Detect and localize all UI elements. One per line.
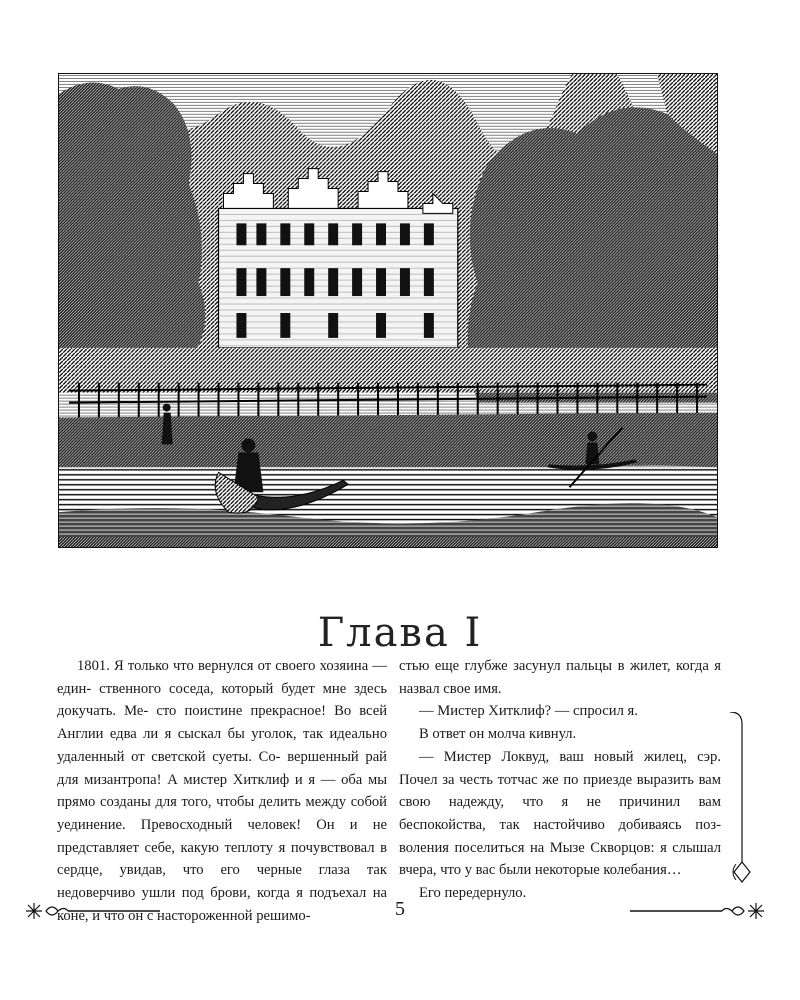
- text-line: я подъехал на коне, и что он с настороженной решимо-: [57, 885, 388, 924]
- page-number: 5: [395, 898, 405, 920]
- text-line: свое имя.: [443, 680, 502, 697]
- opening-paragraph: [57, 655, 387, 927]
- flourish-right-icon: [628, 896, 768, 926]
- text-line: себе, какую теплоту я почувствовал в сердце, увидав, что: [57, 839, 387, 879]
- text-line: у вас были некоторые колебания…: [464, 862, 682, 879]
- continued-paragraph: [399, 655, 721, 700]
- narration-nod: В ответ он молча кивнул.: [419, 726, 577, 743]
- text-line: причинил вам беспокойства, так настойчиво добиваясь поз-: [399, 794, 721, 833]
- text-line: его черные глаза так недоверчиво ушли под брови, когда: [57, 862, 387, 902]
- chapter-title: Глава I: [317, 609, 483, 656]
- text-line: вершенный рай для мизантропа! А мистер Хитклиф и я —: [57, 748, 387, 788]
- dialogue-lockwood: [399, 746, 721, 882]
- text-line: сто поистине прекрасное! Во всей Англии едва ли я сыскал: [57, 703, 388, 743]
- text-line: оба мы прямо созданы для того, чтобы делить между собой: [57, 771, 387, 811]
- dialogue-question: — Мистер Хитклиф? — спросил я.: [419, 703, 638, 720]
- text-line: 1801. Я только что вернулся от своего хозяина — един-: [57, 658, 387, 697]
- text-column-left: [57, 655, 387, 927]
- text-line: воления поселиться на Мызе Скворцов: я слышал вчера, что: [399, 839, 721, 879]
- text-line: тотчас же по приезде выразить вам свою надежду, что я не: [399, 771, 721, 811]
- text-line: уединение. Превосходный человек! Он и не представляет: [57, 816, 387, 856]
- corner-ornament-right-icon: [720, 712, 770, 892]
- text-line: бы уголок, так идеально удаленный от светской суеты. Со-: [57, 726, 387, 765]
- narration-shudder: Его передернуло.: [419, 885, 527, 902]
- text-line: стью еще глубже засунул пальцы в жилет, когда я назвал: [399, 658, 721, 697]
- page-footer: [0, 890, 800, 940]
- text-line: ственного соседа, который будет мне здесь докучать. Ме-: [57, 680, 387, 720]
- manor-engraving: [59, 74, 717, 547]
- text-column-right: [399, 655, 721, 905]
- chapter-illustration: [58, 73, 718, 548]
- text-line: — Мистер Локвуд, ваш новый жилец, сэр. Почел за честь: [399, 748, 721, 788]
